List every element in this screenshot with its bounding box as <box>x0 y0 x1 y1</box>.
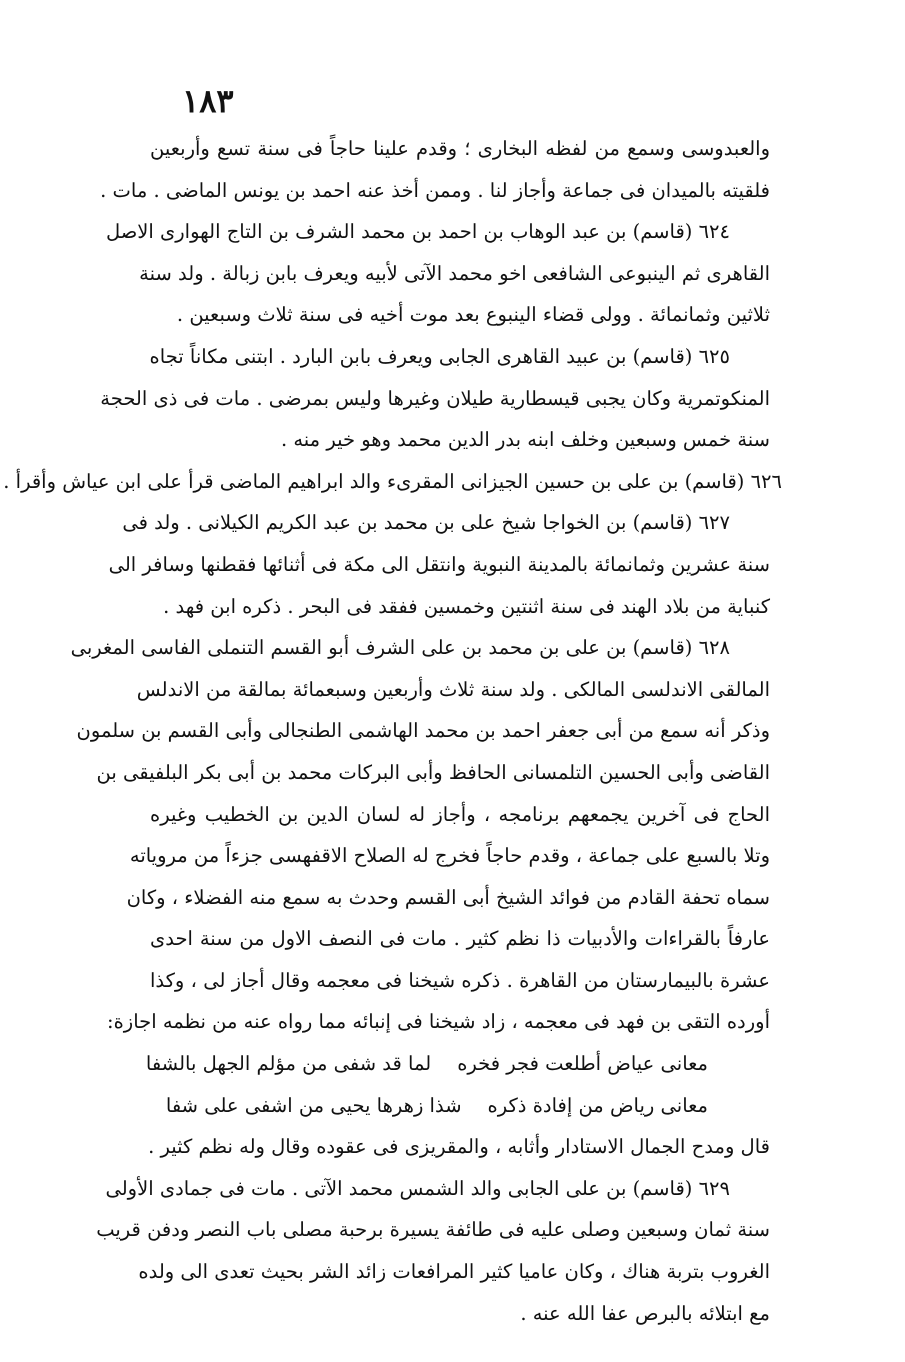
text-line: ٦٢٦ (قاسم) بن على بن حسين الجيزانى المقرىء والد ابراهيم الماضى قرأ على ابن عياش وأقرأ . <box>3 469 782 493</box>
body-lines <box>3 128 782 1043</box>
text-line: سنة ثمان وسبعين وصلى عليه فى طائفة يسيرة برحبة مصلى باب النصر ودفن قريب <box>96 1218 770 1242</box>
page-number: ١٨٣ <box>182 82 234 120</box>
text-line: مع ابتلائه بالبرص عفا الله عنه . <box>520 1301 770 1325</box>
text-line: وذكر أنه سمع من أبى جعفر احمد بن محمد الهاشمى الطنجالى وأبى القسم بن سلمون <box>76 719 770 743</box>
text-line: والعبدوسى وسمع من لفظه البخارى ؛ وقدم علينا حاجاً فى سنة تسع وأربعين <box>150 137 770 160</box>
verse-first-hemistich: معانى عياض أطلعت فجر فخره <box>457 1052 708 1076</box>
body-lines-after <box>96 1126 770 1334</box>
text-line: ٦٢٩ (قاسم) بن على الجابى والد الشمس محمد الآتى . مات فى جمادى الأولى <box>105 1176 730 1200</box>
verse-block <box>145 1043 770 1126</box>
text-line: ثلاثين وثمانمائة . وولى قضاء الينبوع بعد موت أخيه فى سنة ثلاث وسبعين . <box>176 303 770 327</box>
poem-verse <box>150 1085 770 1127</box>
verse-first-hemistich: معانى رياض من إفادة ذكره <box>487 1093 708 1117</box>
poem-verse <box>145 1043 770 1085</box>
text-line: عشرة بالبيمارستان من القاهرة . ذكره شيخنا فى معجمه وقال أجاز لى ، وكذا <box>150 968 770 992</box>
text-line: المالقى الاندلسى المالكى . ولد سنة ثلاث وأربعين وسبعمائة بمالقة من الاندلس <box>136 677 770 701</box>
text-line: القاضى وأبى الحسين التلمسانى الحافظ وأبى البركات محمد بن أبى بكر البلفيقى بن <box>96 760 770 784</box>
text-line: أورده التقى بن فهد فى معجمه ، زاد شيخنا فى إنبائه مما رواه عنه من نظمه اجازة: <box>107 1010 770 1034</box>
text-line: عارفاً بالقراءات والأدبيات ذا نظم كثير . مات فى النصف الاول من سنة احدى <box>150 927 770 951</box>
text-line: فلقيته بالميدان فى جماعة وأجاز لنا . وممن أخذ عنه احمد بن يونس الماضى . مات . <box>100 178 770 202</box>
text-line: ٦٢٤ (قاسم) بن عبد الوهاب بن احمد بن محمد الشرف بن التاج الهوارى الاصل <box>105 220 730 244</box>
text-line: الغروب بتربة هناك ، وكان عاميا كثير المرافعات زائد الشر بحيث تعدى الى ولده <box>138 1260 770 1284</box>
page-body <box>3 128 782 1334</box>
text-line: سنة عشرين وثمانمائة بالمدينة النبوية وانتقل الى مكة فى أثنائها فقطنها وسافر الى <box>108 552 770 576</box>
text-line: قال ومدح الجمال الاستادار وأثابه ، والمقريزى فى عقوده وقال وله نظم كثير . <box>148 1135 770 1159</box>
text-line: ٦٢٥ (قاسم) بن عبيد القاهرى الجابى ويعرف بابن البارد . ابتنى مكاناً تجاه <box>149 344 730 368</box>
text-line: ٦٢٧ (قاسم) بن الخواجا شيخ على بن محمد بن عبد الكريم الكيلانى . ولد فى <box>122 511 730 535</box>
text-line: سنة خمس وسبعين وخلف ابنه بدر الدين محمد وهو خير منه . <box>280 428 770 452</box>
text-line: المنكوتمرية وكان يجبى قيسطارية طيلان وغيرها وليس بمرضى . مات فى ذى الحجة <box>100 386 770 410</box>
text-line: سماه تحفة القادم من فوائد الشيخ أبى القسم وحدث به سمع منه الفضلاء ، وكان <box>126 885 770 909</box>
text-line: القاهرى ثم الينبوعى الشافعى اخو محمد الآتى لأبيه ويعرف بابن زبالة . ولد سنة <box>139 261 770 285</box>
text-line: كنباية من بلاد الهند فى سنة اثنتين وخمسين ففقد فى البحر . ذكره ابن فهد . <box>163 594 770 618</box>
text-line: الحاج فى آخرين يجمعهم برنامجه ، وأجاز له لسان الدين بن الخطيب وغيره <box>150 802 770 826</box>
text-line: ٦٢٨ (قاسم) بن على بن محمد بن على الشرف أبو القسم التنملى الفاسى المغربى <box>70 636 730 660</box>
verse-second-hemistich: لما قد شفى من مؤلم الجهل بالشفا <box>145 1052 432 1076</box>
text-line: وتلا بالسبع على جماعة ، وقدم حاجاً فخرج له الصلاح الاقفهسى جزءاً من مروياته <box>129 844 770 868</box>
verse-second-hemistich: شذا زهرها يحيى من اشفى على شفا <box>165 1093 462 1117</box>
